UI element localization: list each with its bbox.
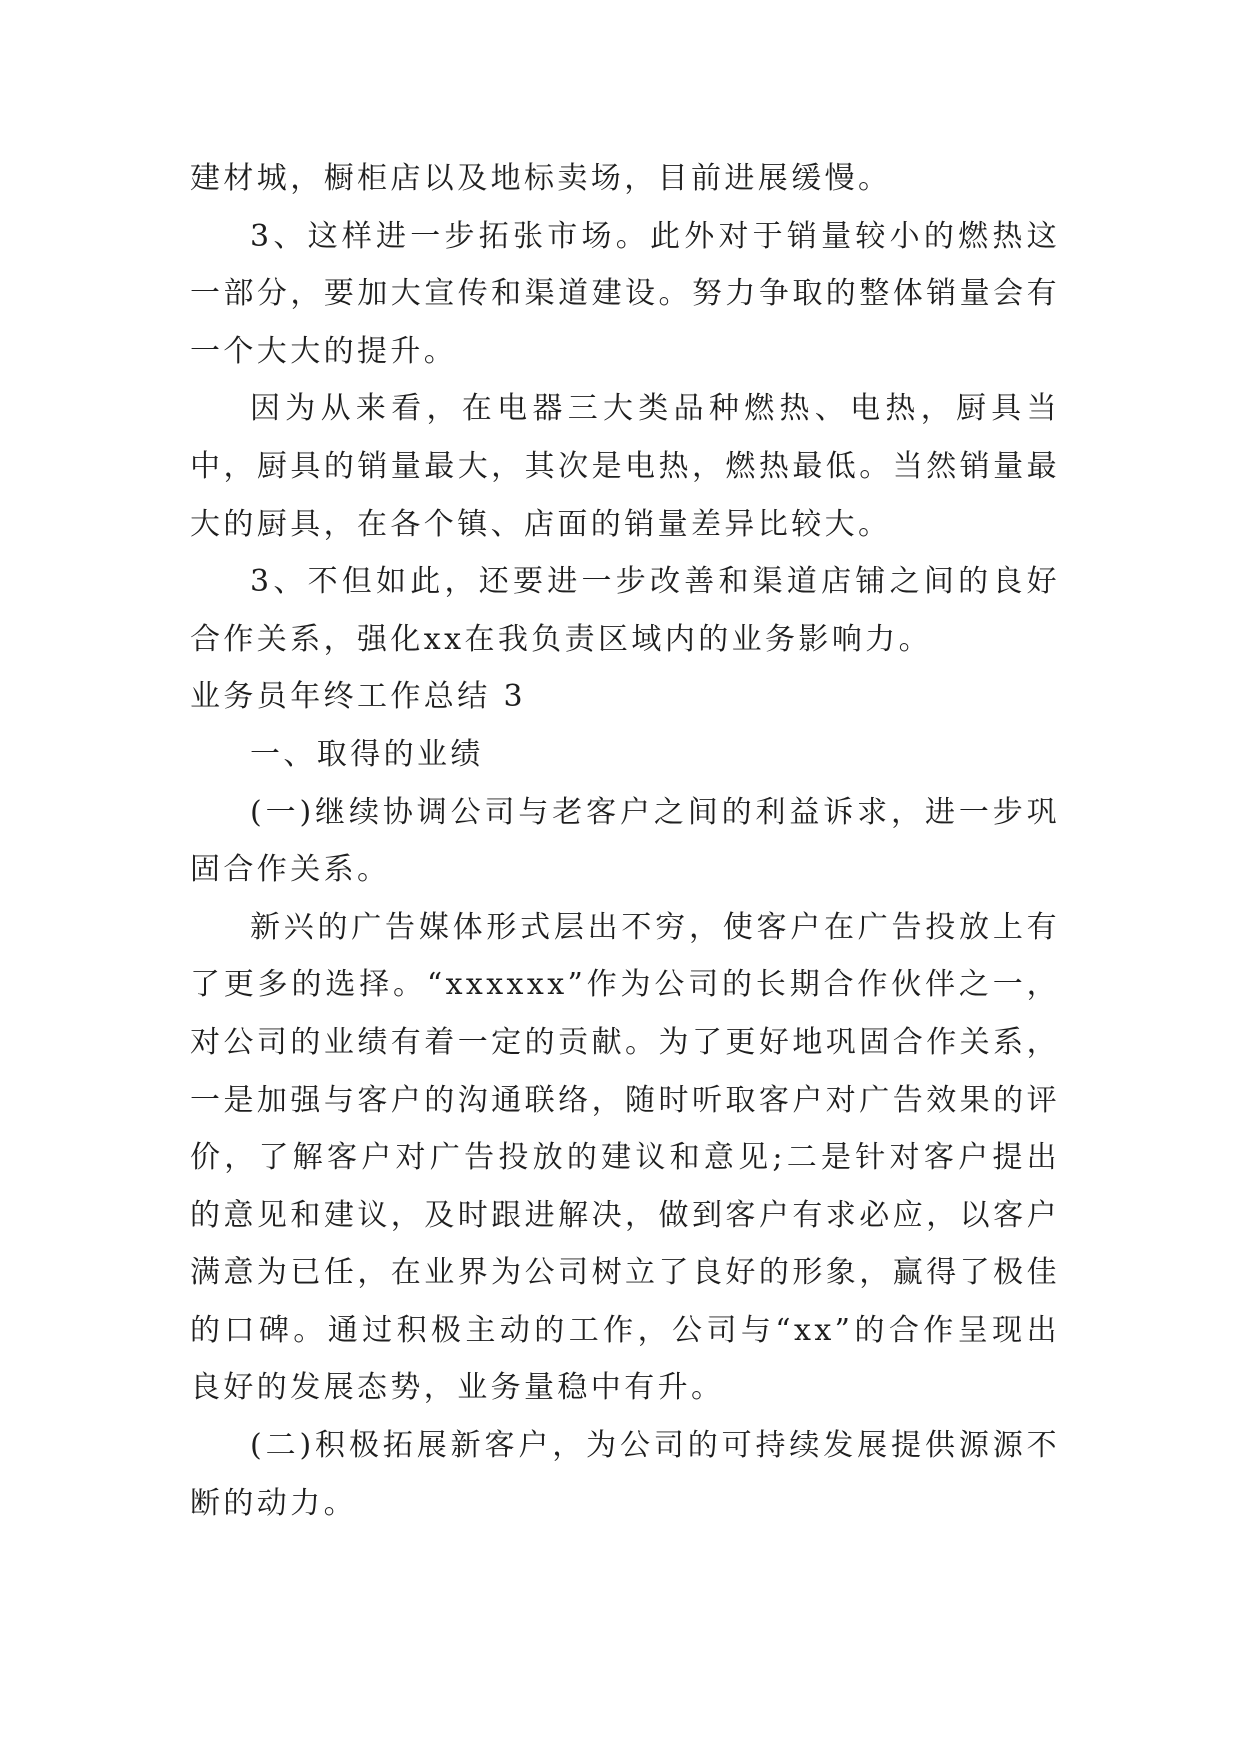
paragraph-channel-cooperation: 3、不但如此，还要进一步改善和渠道店铺之间的良好合作关系，强化xx在我负责区域内的业务影响力。	[190, 564, 1060, 657]
document-body	[190, 150, 1060, 1532]
paragraph-continuation: 建材城，橱柜店以及地标卖场，目前进展缓慢。	[190, 161, 892, 196]
paragraph-item-one: (一)继续协调公司与老客户之间的利益诉求，进一步巩固合作关系。	[190, 794, 1060, 888]
section-title: 业务员年终工作总结 3	[190, 679, 527, 715]
subsection-title: 一、取得的业绩	[250, 736, 484, 772]
paragraph-item-two: (二)积极拓展新客户，为公司的可持续发展提供源源不断的动力。	[190, 1428, 1060, 1521]
paragraph-sales-analysis: 因为从来看，在电器三大类品种燃热、电热，厨具当中，厨具的销量最大，其次是电热，燃热最低。当然销量最大的厨具，在各个镇、店面的销量差异比较大。	[190, 391, 1060, 542]
paragraph-client-relations: 新兴的广告媒体形式层出不穷，使客户在广告投放上有了更多的选择。“xxxxxx”作为公司的长期合作伙伴之一，对公司的业绩有着一定的贡献。为了更好地巩固合作关系，一是加强与客户的沟通联络，随时听取客户对广告效果的评价，了解客户对广告投放的建议和意见;二是针对客户提出的意见和建议，及时跟进解决，做到客户有求必应，以客户满意为已任，在业界为公司树立了良好的形象，赢得了极佳的口碑。通过积极主动的工作，公司与“xx”的合作呈现出良好的发展态势，业务量稳中有升。	[190, 909, 1060, 1406]
paragraph-expand-market: 3、这样进一步拓张市场。此外对于销量较小的燃热这一部分，要加大宣传和渠道建设。努力争取的整体销量会有一个大大的提升。	[190, 218, 1060, 369]
